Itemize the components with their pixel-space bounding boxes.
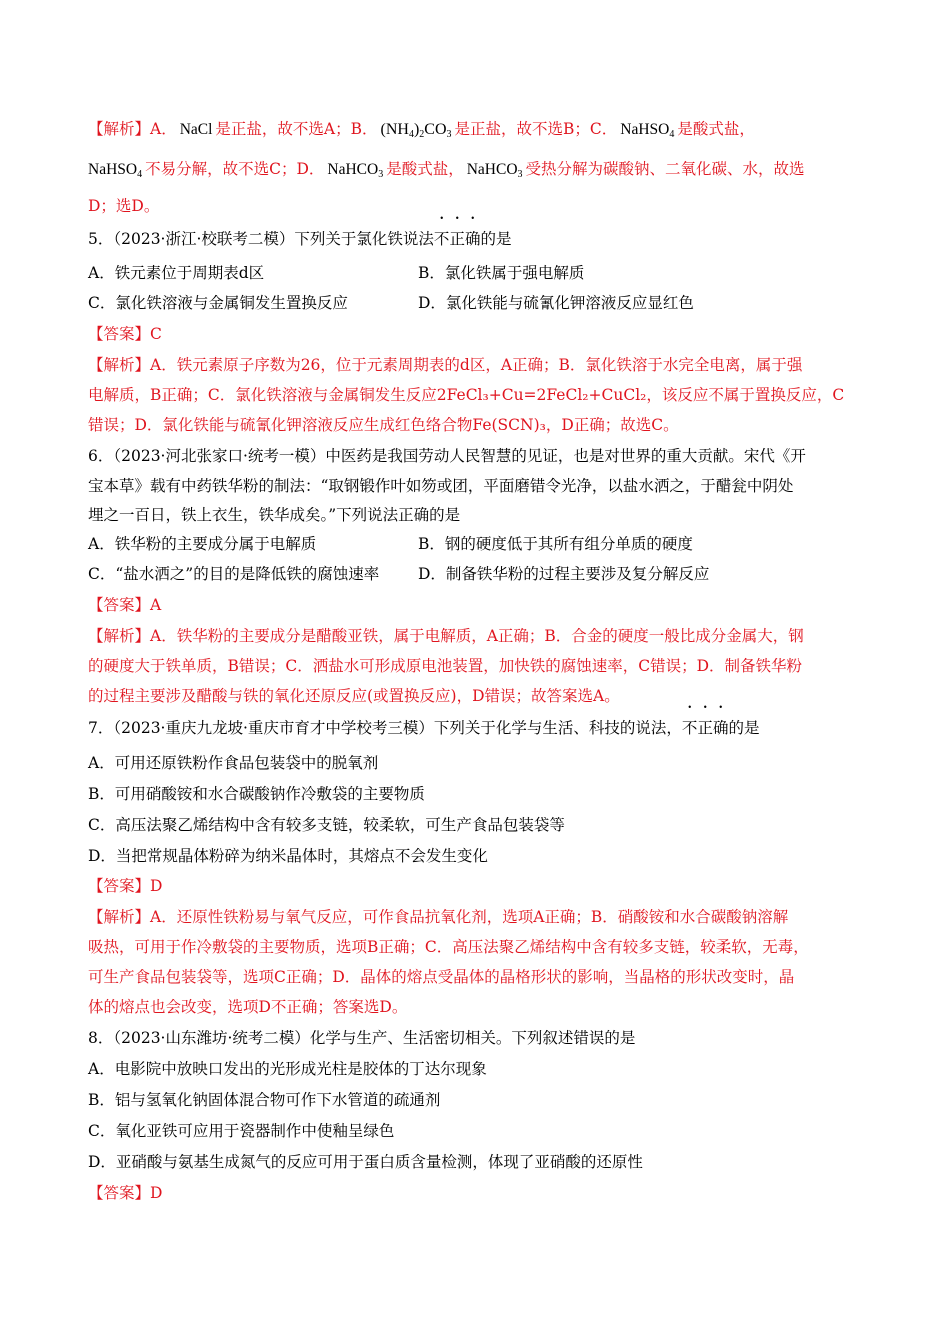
- question-5-explanation-2: 电解质，B正确；C．氯化铁溶液与金属铜发生反应2FeCl₃+Cu=2FeCl₂+CuCl₂，该反应不属于置换反应，C: [88, 386, 845, 404]
- question-6-option-b: B．钢的硬度低于其所有组分单质的硬度: [418, 535, 693, 553]
- question-7-stem: 7．（2023·重庆九龙坡·重庆市育才中学校考三模）下列关于化学与生活、科技的说法，不正确的是: [88, 719, 760, 737]
- emphasis-dot-char: 不: [433, 230, 450, 248]
- question-5-option-d: D．氯化铁能与硫氰化钾溶液反应显红色: [418, 294, 694, 312]
- question-6-stem-1: 6．（2023·河北张家口·统考一模）中医药是我国劳动人民智慧的见证，也是对世界的重大贡献。宋代《开: [88, 447, 806, 465]
- formula-nahso4: NaHSO$_4$: [88, 161, 143, 180]
- question-8-stem: 8．（2023·山东潍坊·统考二模）化学与生产、生活密切相关。下列叙述错误的是: [88, 1029, 636, 1047]
- text: 是正盐，故不选A；B．: [215, 120, 378, 138]
- question-5-option-a: A．铁元素位于周期表d区: [88, 264, 265, 282]
- question-6-option-a: A．铁华粉的主要成分属于电解质: [88, 535, 317, 553]
- text: 不易分解，故不选C；D．: [145, 160, 325, 178]
- question-7-explanation-4: 体的熔点也会改变，选项D不正确；答案选D。: [88, 998, 408, 1016]
- question-6-answer: 【答案】A: [88, 596, 162, 614]
- question-6-explanation-2: 的硬度大于铁单质，B错误；C．洒盐水可形成原电池装置，加快铁的腐蚀速率，C错误；D．制备铁华粉: [88, 657, 803, 675]
- text: 是酸式盐，: [386, 160, 464, 178]
- question-7-option-c: C．高压法聚乙烯结构中含有较多支链，较柔软，可生产食品包装袋等: [88, 816, 565, 834]
- explanation-prev-line-2: [88, 158, 878, 181]
- text: 受热分解为碳酸钠、二氧化碳、水，故选: [525, 160, 805, 178]
- question-7-explanation-1: 【解析】A．还原性铁粉易与氧气反应，可作食品抗氧化剂，选项A正确；B．硝酸铵和水合碳酸钠溶解: [88, 908, 789, 926]
- emphasis-dot-char: 确: [464, 230, 481, 248]
- formula-nh4-2co3: $(NH_4)_2CO_3$: [380, 121, 452, 140]
- explanation-prev-line-3: D；选D。: [88, 197, 160, 215]
- question-8-option-c: C．氧化亚铁可应用于瓷器制作中使釉呈绿色: [88, 1122, 395, 1140]
- formula-nacl: NaCl: [179, 121, 213, 138]
- question-5-answer: 【答案】C: [88, 325, 162, 343]
- question-7-option-d: D．当把常规晶体粉碎为纳米晶体时，其熔点不会发生变化: [88, 847, 488, 865]
- question-5-explanation-1: 【解析】A．铁元素原子序数为26，位于元素周期表的d区，A正确；B．氯化铁溶于水完全电离，属于强: [88, 356, 803, 374]
- question-6-stem-2: 宝本草》载有中药铁华粉的制法：“取钢锻作叶如笏或团，平面磨错令光净，以盐水洒之，于醋瓮中阴处: [88, 477, 794, 495]
- question-5-option-b: B．氯化铁属于强电解质: [418, 264, 585, 282]
- explanation-prev-line-1: [88, 118, 878, 141]
- question-7-explanation-3: 可生产食品包装袋等，选项C正确；D．晶体的熔点受晶体的晶格形状的影响，当晶格的形状改变时，晶: [88, 968, 795, 986]
- question-5-stem: 5．（2023·浙江·校联考二模）下列关于氯化铁说法不正确的是: [88, 230, 512, 248]
- question-8-option-a: A．电影院中放映口发出的光形成光柱是胶体的丁达尔现象: [88, 1060, 487, 1078]
- formula-nahco3: NaHCO$_3$: [327, 161, 384, 180]
- question-8-option-d: D．亚硝酸与氨基生成氮气的反应可用于蛋白质含量检测，体现了亚硝酸的还原性: [88, 1153, 643, 1171]
- question-5-explanation-3: 错误；D．氯化铁能与硫氰化钾溶液反应生成红色络合物Fe(SCN)₃，D正确；故选C。: [88, 416, 679, 434]
- question-7-explanation-2: 吸热，可用于作冷敷袋的主要物质，选项B正确；C．高压法聚乙烯结构中含有较多支链，较柔软，无毒，: [88, 938, 809, 956]
- text: 是正盐，故不选B；C．: [454, 120, 618, 138]
- question-6-option-d: D．制备铁华粉的过程主要涉及复分解反应: [418, 565, 710, 583]
- emphasis-dot-char: 正: [449, 230, 465, 248]
- formula-nahso4: NaHSO$_4$: [620, 121, 675, 140]
- question-6-option-c: C．“盐水洒之”的目的是降低铁的腐蚀速率: [88, 565, 380, 583]
- question-8-answer: 【答案】D: [88, 1184, 163, 1202]
- question-7-option-b: B．可用硝酸铵和水合碳酸钠作冷敷袋的主要物质: [88, 785, 425, 803]
- emphasis-dot-char: 正: [697, 719, 713, 737]
- text: 【解析】A．: [88, 120, 177, 138]
- emphasis-dot-char: 不: [681, 719, 698, 737]
- question-7-answer: 【答案】D: [88, 877, 163, 895]
- question-6-explanation-3: 的过程主要涉及醋酸与铁的氧化还原反应(或置换反应)，D错误；故答案选A。: [88, 687, 620, 705]
- question-5-option-c: C．氯化铁溶液与金属铜发生置换反应: [88, 294, 348, 312]
- question-8-option-b: B．铝与氢氧化钠固体混合物可作下水管道的疏通剂: [88, 1091, 441, 1109]
- question-6-explanation-1: 【解析】A．铁华粉的主要成分是醋酸亚铁，属于电解质，A正确；B．合金的硬度一般比成分金属大，钢: [88, 627, 804, 645]
- formula-nahco3: NaHCO$_3$: [466, 161, 523, 180]
- emphasis-dot-char: 确: [712, 719, 729, 737]
- question-7-option-a: A．可用还原铁粉作食品包装袋中的脱氧剂: [88, 754, 379, 772]
- text: 是酸式盐，: [677, 120, 755, 138]
- question-6-stem-3: 埋之一百日，铁上衣生，铁华成矣。”下列说法正确的是: [88, 506, 461, 524]
